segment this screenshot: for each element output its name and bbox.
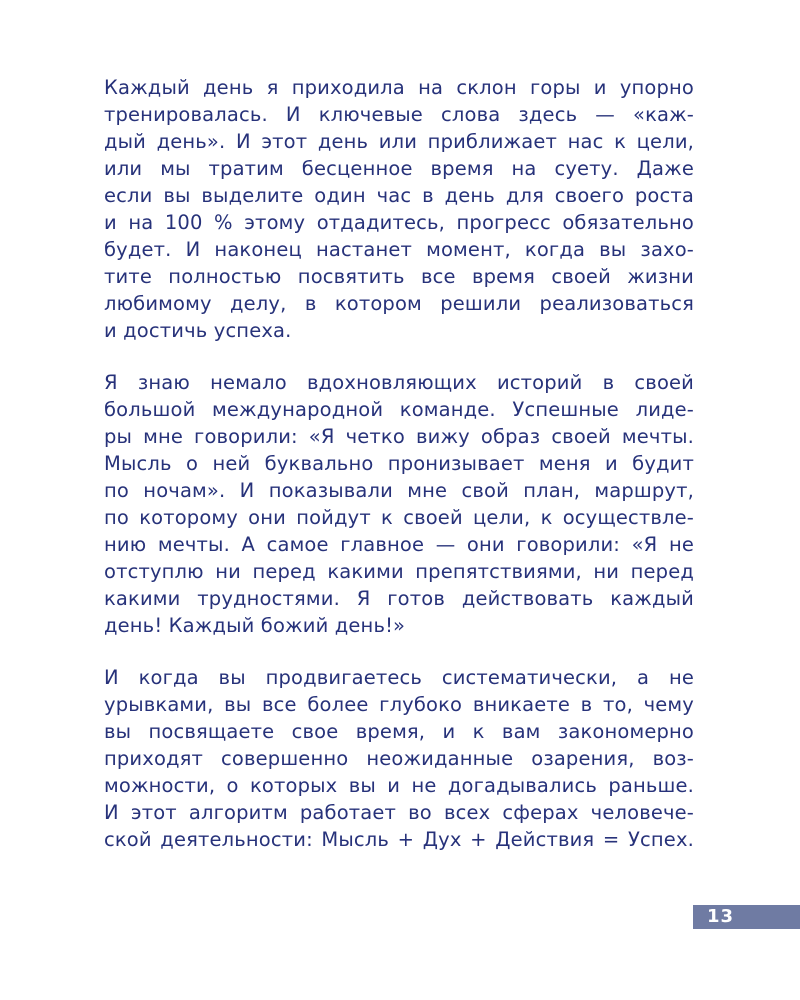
text-line: тренировалась. И ключевые слова здесь — «каж- <box>104 103 694 126</box>
text-line: или мы тратим бесценное время на суету. Даже <box>104 157 694 180</box>
paragraph-3 <box>104 664 694 853</box>
text-line: и на 100 % этому отдадитесь, прогресс обязательно <box>104 211 694 234</box>
paragraph-2 <box>104 369 694 639</box>
text-line: Каждый день я приходила на склон горы и упорно <box>104 76 694 99</box>
text-line: тите полностью посвятить все время своей жизни <box>104 265 694 288</box>
text-line: какими трудностями. Я готов действовать каждый <box>104 587 694 610</box>
text-line: можности, о которых вы и не догадывались раньше. <box>104 774 694 797</box>
text-line: если вы выделите один час в день для своего роста <box>104 184 694 207</box>
text-line: любимому делу, в котором решили реализоваться <box>104 292 694 315</box>
text-line: и достичь успеха. <box>104 319 292 342</box>
text-line: И когда вы продвигаетесь систематически, а не <box>104 666 694 689</box>
page-number-bar <box>693 905 800 929</box>
text-line: будет. И наконец настанет момент, когда вы захо- <box>104 238 694 261</box>
text-line: вы посвящаете свое время, и к вам закономерно <box>104 720 694 743</box>
text-line: урывками, вы все более глубоко вникаете в то, чему <box>104 693 694 716</box>
text-line: ры мне говорили: «Я четко вижу образ своей мечты. <box>104 425 694 448</box>
text-line: отступлю ни перед какими препятствиями, ни перед <box>104 560 694 583</box>
text-line: нию мечты. А самое главное — они говорили: «Я не <box>104 533 694 556</box>
text-line: дый день». И этот день или приближает нас к цели, <box>104 130 694 153</box>
text-line: Я знаю немало вдохновляющих историй в своей <box>104 371 694 394</box>
text-line: день! Каждый божий день!» <box>104 614 406 637</box>
text-line: Мысль о ней буквально пронизывает меня и будит <box>104 452 694 475</box>
body-text <box>104 74 694 878</box>
text-line: большой международной команде. Успешные лиде- <box>104 398 694 421</box>
page-number: 13 <box>707 906 735 927</box>
text-line: ской деятельности: Мысль + Дух + Действия = Успех. <box>104 828 694 851</box>
text-line: приходят совершенно неожиданные озарения, воз- <box>104 747 694 770</box>
text-line: по ночам». И показывали мне свой план, маршрут, <box>104 479 694 502</box>
paragraph-1 <box>104 74 694 344</box>
text-line: И этот алгоритм работает во всех сферах человече- <box>104 801 694 824</box>
text-line: по которому они пойдут к своей цели, к осуществле- <box>104 506 694 529</box>
